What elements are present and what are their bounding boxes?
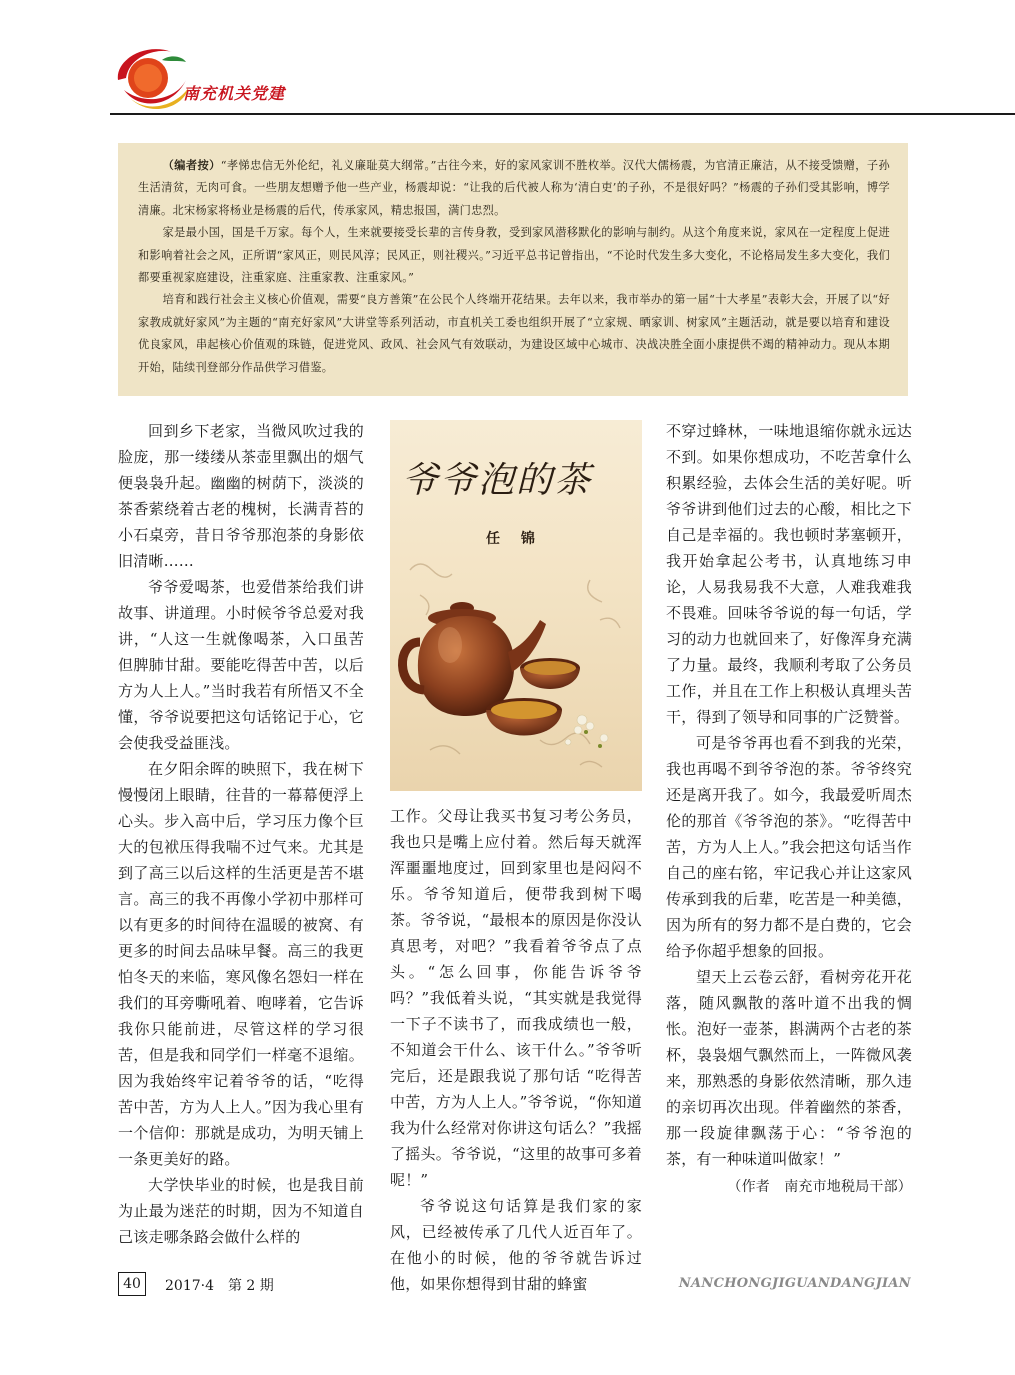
article-title-illustration — [390, 420, 642, 791]
page-number: 40 — [118, 1272, 146, 1296]
publication-pinyin: NANCHONGJIGUANDANGJIAN — [678, 1276, 911, 1291]
issue-info: 2017·4 第 2 期 — [165, 1278, 274, 1294]
article-paragraph: 回到乡下老家，当微风吹过我的脸庞，那一缕缕从茶壶里飘出的烟气便袅袅升起。幽幽的树荫下，淡淡的茶香萦绕着古老的槐树，长满青苔的小石桌旁，昔日爷爷那泡茶的身影依旧清晰…… — [118, 422, 364, 570]
editor-note-paragraph: 培育和践行社会主义核心价值观，需要“良方善策”在公民个人终端开花结果。去年以来，我市举办的第一届“十大孝星”表彰大会，开展了以“好家教成就好家风”为主题的“南充好家风”大讲堂等系列活动，市直机关工委也组织开展了“立家规、晒家训、树家风”主题活动，就是要以培育和建设优良家风，串起核心价值观的珠链，促进党风、政风、社会风气有效联动，为建设区域中心城市、决战决胜全面小康提供不竭的精神动力。现从本期开始，陆续刊登部分作品供学习借鉴。 — [138, 293, 890, 374]
article-paragraph: 可是爷爷再也看不到我的光荣，我也再喝不到爷爷泡的茶。爷爷终究还是离开我了。如今，我最爱听周杰伦的那首《爷爷泡的茶》。“吃得苦中苦，方为人上人。”我会把这句话当作自己的座右铭，牢记我心并让这家风传承到我的后辈，吃苦是一种美德，因为所有的努力都不是白费的，它会给予你超乎想象的回报。 — [666, 734, 912, 960]
author-byline: （作者 南充市地税局干部） — [727, 1179, 912, 1195]
article-column-1 — [118, 418, 364, 1250]
publication-brand: 南充机关党建 — [183, 84, 286, 103]
article-author: 任 锦 — [486, 531, 543, 547]
article-paragraph: 爷爷说这句话算是我们家的家风，已经被传承了几代人近百年了。在他小的时候，他的爷爷就告诉过他，如果你想得到甘甜的蜂蜜 — [390, 1197, 642, 1293]
article-paragraph: 不穿过蜂林，一味地退缩你就永远达不到。如果你想成功，不吃苦拿什么积累经验，去体会生活的美好呢。听爷爷讲到他们过去的心酸，相比之下自己是幸福的。我也顿时茅塞顿开，我开始拿起公考书，认真地练习申论，人易我易我不大意，人难我难我不畏难。回味爷爷说的每一句话，学习的动力也就回来了，好像浑身充满了力量。最终，我顺利考取了公务员工作，并且在工作上积极认真埋头苦干，得到了领导和同事的广泛赞誉。 — [666, 422, 912, 726]
article-column-3 — [666, 418, 912, 1200]
article-paragraph: 大学快毕业的时候，也是我目前为止最为迷茫的时期，因为不知道自己该走哪条路会做什么样的 — [118, 1176, 364, 1246]
page-header — [0, 0, 1015, 125]
editor-note-tag: （编者按） — [162, 158, 221, 172]
header-divider — [110, 113, 1015, 115]
article-paragraph: 在夕阳余晖的映照下，我在树下慢慢闭上眼睛，往昔的一幕幕便浮上心头。步入高中后，学习压力像个巨大的包袱压得我喘不过气来。尤其是到了高三以后这样的生活更是苦不堪言。高三的我不再像小学初中那样可以有更多的时间待在温暖的被窝、有更多的时间去品味早餐。高三的我更怕冬天的来临，寒风像名怨妇一样在我们的耳旁嘶吼着、咆哮着，它告诉我你只能前进，尽管这样的学习很苦，但是我和同学们一样毫不退缩。因为我始终牢记着爷爷的话，“吃得苦中苦，方为人上人。”因为我心里有一个信仰：那就是成功，为明天铺上一条更美好的路。 — [118, 760, 364, 1168]
party-logo-icon — [110, 40, 190, 115]
editor-note-paragraph: 家是最小国，国是千万家。每个人，生来就要接受长辈的言传身教，受到家风潜移默化的影响与制约。从这个角度来说，家风在一定程度上促进和影响着社会之风，正所谓“家风正，则民风淳；民风正，则社稷兴。”习近平总书记曾指出，“不论时代发生多大变化，不论格局发生多大变化，我们都要重视家庭建设，注重家庭、注重家教、注重家风。” — [138, 226, 890, 285]
article-title — [390, 420, 642, 530]
editor-note-box — [118, 143, 908, 396]
article-paragraph: 爷爷爱喝茶，也爱借茶给我们讲故事、讲道理。小时候爷爷总爱对我讲，“人这一生就像喝茶，入口虽苦但脾肺甘甜。要能吃得苦中苦，以后方为人上人。”当时我若有所悟又不全懂，爷爷说要把这句话铭记于心，它会使我受益匪浅。 — [118, 578, 364, 752]
article-column-2 — [390, 803, 642, 1297]
title-text: 爷爷泡的茶 — [402, 460, 593, 501]
article-paragraph: 望天上云卷云舒，看树旁花开花落，随风飘散的落叶道不出我的惆怅。泡好一壶茶，斟满两个古老的茶杯，袅袅烟气飘然而上，一阵微风袭来，那熟悉的身影依然清晰，那久违的亲切再次出现。伴着幽然的茶香，那一段旋律飘荡于心：“爷爷泡的茶，有一种味道叫做家！” — [666, 968, 912, 1168]
editor-note-paragraph: （编者按）“孝悌忠信无外伦纪，礼义廉耻莫大纲常。”古往今来，好的家风家训不胜枚举。汉代大儒杨震，为官清正廉洁，从不接受馈赠，子孙生活清贫，无肉可食。一些朋友想赠予他一些产业，杨震却说：“让我的后代被人称为‘清白吏’的子孙，不是很好吗？”杨震的子孙们受其影响，博学清廉。北宋杨家将杨业是杨震的后代，传承家风，精忠报国，满门忠烈。 — [138, 158, 890, 217]
article-paragraph: 工作。父母让我买书复习考公务员，我也只是嘴上应付着。然后每天就浑浑噩噩地度过，回到家里也是闷闷不乐。爷爷知道后，便带我到树下喝茶。爷爷说，“最根本的原因是你没认真思考，对吧？”我看着爷爷点了点头。“怎么回事，你能告诉爷爷吗？”我低着头说，“其实就是我觉得一下子不读书了，而我成绩也一般，不知道会干什么、该干什么。”爷爷听完后，还是跟我说了那句话 “吃得苦中苦，方为人上人。”爷爷说，“你知道我为什么经常对你讲这句话么？”我摇了摇头。爷爷说，“这里的故事可多着呢！” — [390, 807, 642, 1189]
